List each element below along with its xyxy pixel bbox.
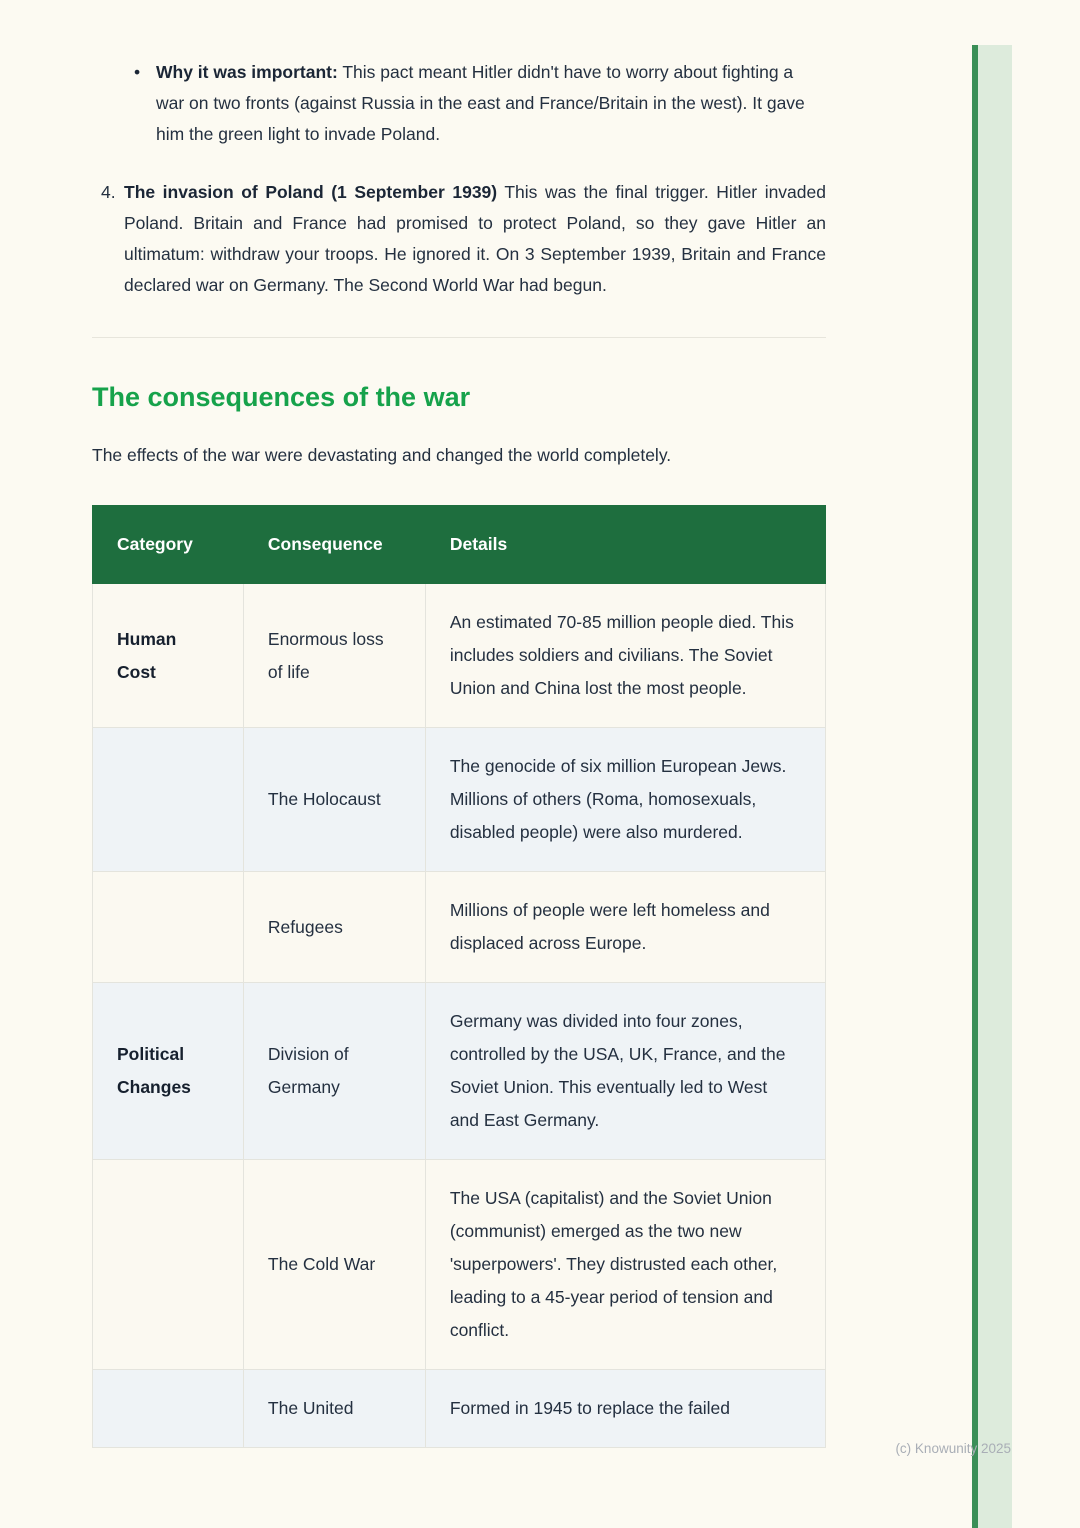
- table-row: [93, 1370, 826, 1448]
- table-header-row: [93, 506, 826, 584]
- cell-consequence: The Holocaust: [243, 728, 425, 872]
- cell-consequence: The United: [243, 1370, 425, 1448]
- cell-details: The genocide of six million European Jews. Millions of others (Roma, homosexuals, disabled people) were also murdered.: [425, 728, 825, 872]
- table-row: [93, 584, 826, 728]
- bullet-lead: Why it was important:: [156, 62, 338, 82]
- cell-category: [93, 872, 244, 983]
- cell-consequence: Enormous loss of life: [243, 584, 425, 728]
- invasion-body: This was the final trigger. Hitler invaded Poland. Britain and France had promised to protect Poland, so they gave Hitler an ultimatum: withdraw your troops. He ignored it. On 3 September 1939, Britain and France declared war on Germany. The Second World War had begun.: [124, 182, 826, 295]
- cell-category: [93, 1160, 244, 1370]
- header-details: Details: [425, 506, 825, 584]
- header-consequence: Consequence: [243, 506, 425, 584]
- bullet-marker-icon: •: [134, 62, 141, 82]
- table-row: [93, 728, 826, 872]
- right-accent-strip: [972, 45, 1012, 1528]
- cell-category: Human Cost: [93, 584, 244, 728]
- section-divider: [92, 337, 826, 338]
- bullet-body: This pact meant Hitler didn't have to worry about fighting a war on two fronts (against Russia in the east and France/Britain in the west). It gave him the green light to invade Poland.: [156, 62, 805, 144]
- invasion-lead: The invasion of Poland (1 September 1939): [124, 182, 498, 202]
- bullet-text: [156, 57, 826, 150]
- consequences-table: [92, 505, 826, 1448]
- section-intro: The effects of the war were devastating and changed the world completely.: [92, 445, 672, 465]
- cell-details: Germany was divided into four zones, controlled by the USA, UK, France, and the Soviet Union. This eventually led to West and East Germany.: [425, 983, 825, 1160]
- cell-details: Millions of people were left homeless and displaced across Europe.: [425, 872, 825, 983]
- cell-details: Formed in 1945 to replace the failed: [425, 1370, 825, 1448]
- table-row: [93, 872, 826, 983]
- list-number: 4.: [101, 182, 116, 202]
- cell-details: The USA (capitalist) and the Soviet Union (communist) emerged as the two new 'superpowers'. They distrusted each other, leading to a 45-year period of tension and conflict.: [425, 1160, 825, 1370]
- cell-consequence: Division of Germany: [243, 983, 425, 1160]
- numbered-item-invasion-of-poland: [92, 177, 826, 301]
- copyright-watermark: (c) Knowunity 2025: [895, 1441, 1011, 1456]
- cell-category: Political Changes: [93, 983, 244, 1160]
- document-content: [92, 0, 826, 1448]
- cell-consequence: Refugees: [243, 872, 425, 983]
- table-row: [93, 983, 826, 1160]
- cell-consequence: The Cold War: [243, 1160, 425, 1370]
- section-title: The consequences of the war: [92, 382, 471, 412]
- cell-category: [93, 1370, 244, 1448]
- bullet-why-important: [134, 57, 826, 150]
- cell-category: [93, 728, 244, 872]
- cell-details: An estimated 70-85 million people died. This includes soldiers and civilians. The Soviet Union and China lost the most people.: [425, 584, 825, 728]
- header-category: Category: [93, 506, 244, 584]
- table-row: [93, 1160, 826, 1370]
